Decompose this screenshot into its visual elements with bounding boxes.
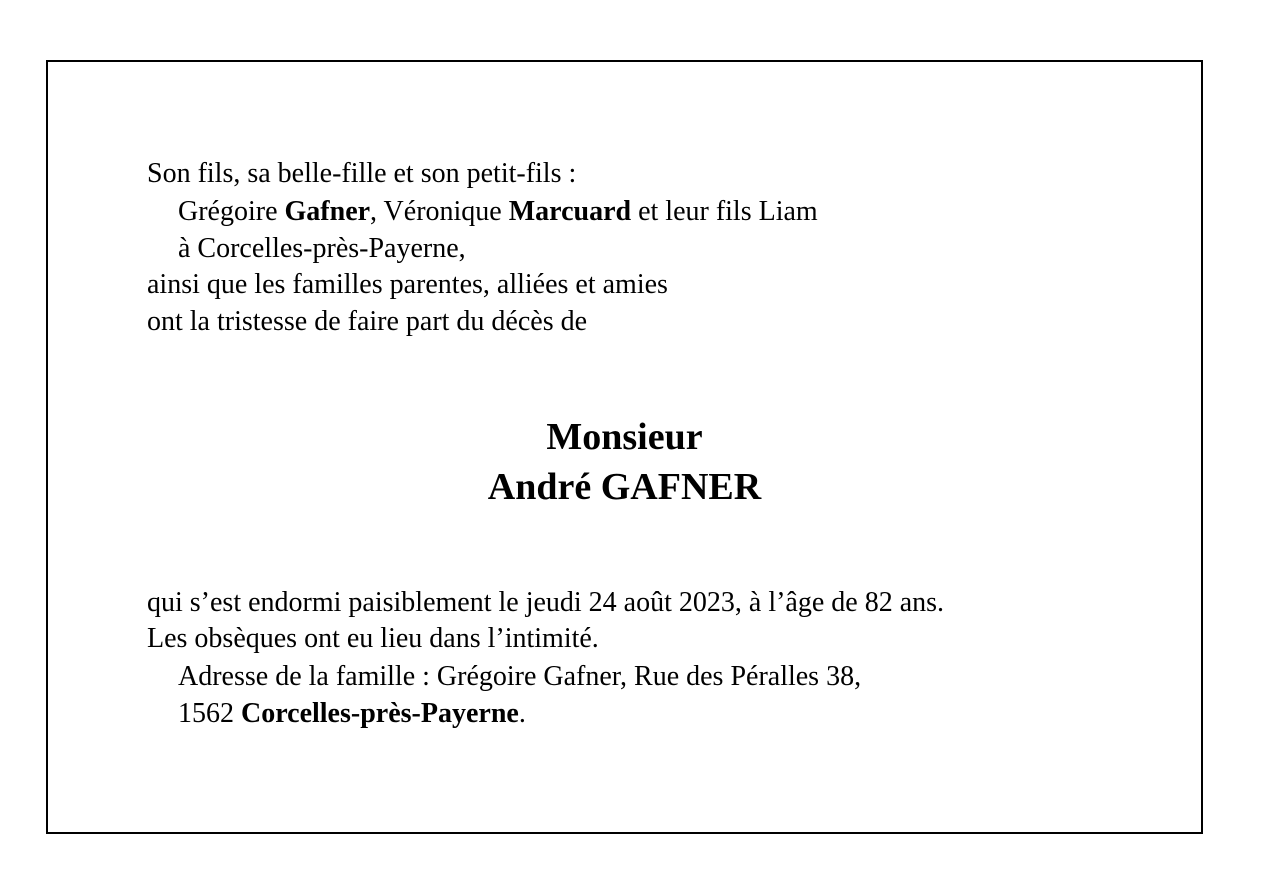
name-separator: , Véronique xyxy=(370,196,509,227)
city-name: Corcelles-près-Payerne xyxy=(241,698,519,729)
intro-line-5: ont la tristesse de faire part du décès de xyxy=(147,306,588,337)
details-line-4 xyxy=(178,696,526,732)
surname-marcuard: Marcuard xyxy=(508,196,632,227)
details-line-1: qui s’est endormi paisiblement le jeudi 24 août 2023, à l’âge de 82 ans. xyxy=(147,587,945,618)
intro-line-2 xyxy=(178,194,818,230)
first-name-gregoire: Grégoire xyxy=(178,196,285,227)
details-line-2: Les obsèques ont eu lieu dans l’intimité. xyxy=(147,623,599,654)
intro-line-3: à Corcelles-près-Payerne, xyxy=(178,233,466,264)
intro-line-4: ainsi que les familles parentes, alliées et amies xyxy=(147,269,668,300)
deceased-title: Monsieur xyxy=(546,416,703,458)
son-liam: et leur fils Liam xyxy=(631,196,818,227)
final-period: . xyxy=(518,698,526,729)
postcode: 1562 xyxy=(178,698,241,729)
intro-line-1: Son fils, sa belle-fille et son petit-fils : xyxy=(147,158,577,189)
surname-gafner: Gafner xyxy=(284,196,371,227)
deceased-name: André GAFNER xyxy=(487,466,762,508)
details-line-3: Adresse de la famille : Grégoire Gafner, Rue des Péralles 38, xyxy=(178,661,862,692)
